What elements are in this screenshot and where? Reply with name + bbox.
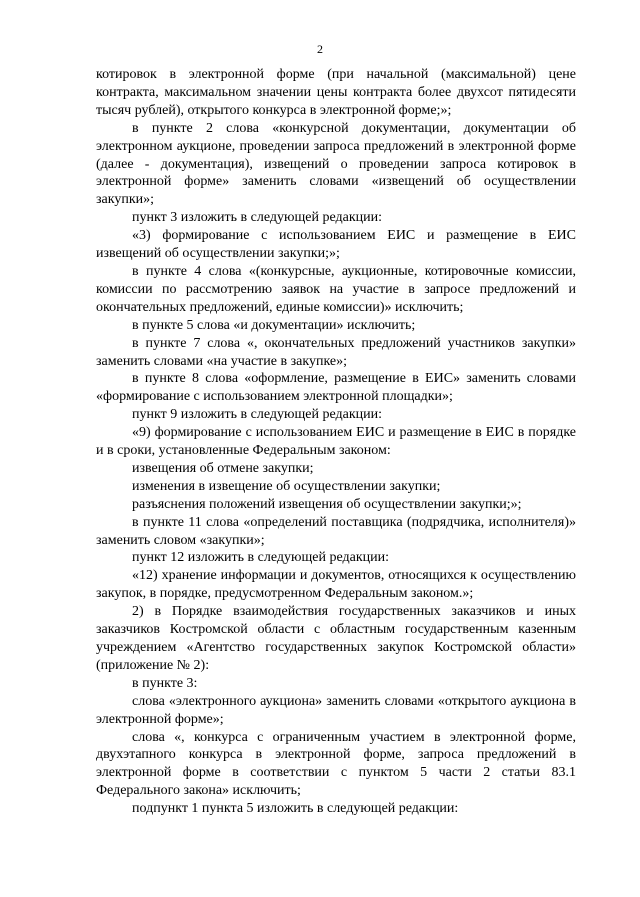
paragraph: «3) формирование с использованием ЕИС и размещение в ЕИС извещений об осуществлении закупки;»; [96, 228, 576, 262]
paragraph: извещения об отмене закупки; [132, 460, 314, 476]
paragraph: 2) в Порядке взаимодействия государственных заказчиков и иных заказчиков Костромской области с областным государственным казенным учреждением «Агентство государственных закупок Костромской области» (приложение № 2): [96, 604, 576, 673]
paragraph: «9) формирование с использованием ЕИС и размещение в ЕИС в порядке и в сроки, установленные Федеральным законом: [96, 425, 576, 459]
paragraph: в пункте 5 слова «и документации» исключить; [132, 317, 416, 333]
page-number: 2 [317, 42, 323, 56]
paragraph: в пункте 2 слова «конкурсной документации, документации об электронном аукционе, проведении запроса предложений в электронной форме (далее - документация), извещений о проведении запроса котировок в электронной форме» заменить словами «извещений об осуществлении закупки»; [96, 120, 576, 208]
paragraph: в пункте 11 слова «определений поставщика (подрядчика, исполнителя)» заменить словом «закупки»; [96, 514, 576, 548]
paragraph: в пункте 7 слова «, окончательных предложений участников закупки» заменить словами «на участие в закупке»; [96, 335, 576, 369]
paragraph: подпункт 1 пункта 5 изложить в следующей редакции: [132, 801, 459, 817]
paragraph: пункт 12 изложить в следующей редакции: [132, 550, 389, 566]
paragraph: разъяснения положений извещения об осуществлении закупки;»; [132, 496, 522, 512]
paragraph: «12) хранение информации и документов, относящихся к осуществлению закупок, в порядке, предусмотренном Федеральным законом.»; [96, 568, 576, 602]
paragraph: в пункте 4 слова «(конкурсные, аукционные, котировочные комиссии, комиссии по рассмотрению заявок на участие в запросе предложений и окончательных предложений, единые комиссии)» исключить; [96, 263, 576, 315]
paragraph: слова «электронного аукциона» заменить словами «открытого аукциона в электронной форме»; [96, 693, 576, 727]
paragraph: изменения в извещение об осуществлении закупки; [132, 478, 441, 494]
paragraph: пункт 9 изложить в следующей редакции: [132, 407, 382, 423]
paragraph: в пункте 3: [132, 675, 198, 691]
paragraph: пункт 3 изложить в следующей редакции: [132, 210, 382, 226]
document-body [96, 66, 576, 818]
paragraph: в пункте 8 слова «оформление, размещение в ЕИС» заменить словами «формирование с использованием электронной площадки»; [96, 371, 576, 405]
paragraph: слова «, конкурса с ограниченным участием в электронной форме, двухэтапного конкурса в электронной форме, запроса предложений в электронной форме в соответствии с пунктом 5 части 2 статьи 83.1 Федерального закона» исключить; [96, 729, 576, 799]
paragraph: котировок в электронной форме (при начальной (максимальной) цене контракта, максимальном значении цены контракта более двухсот пятидесяти тысяч рублей), открытого конкурса в электронной форме;»; [96, 67, 576, 118]
